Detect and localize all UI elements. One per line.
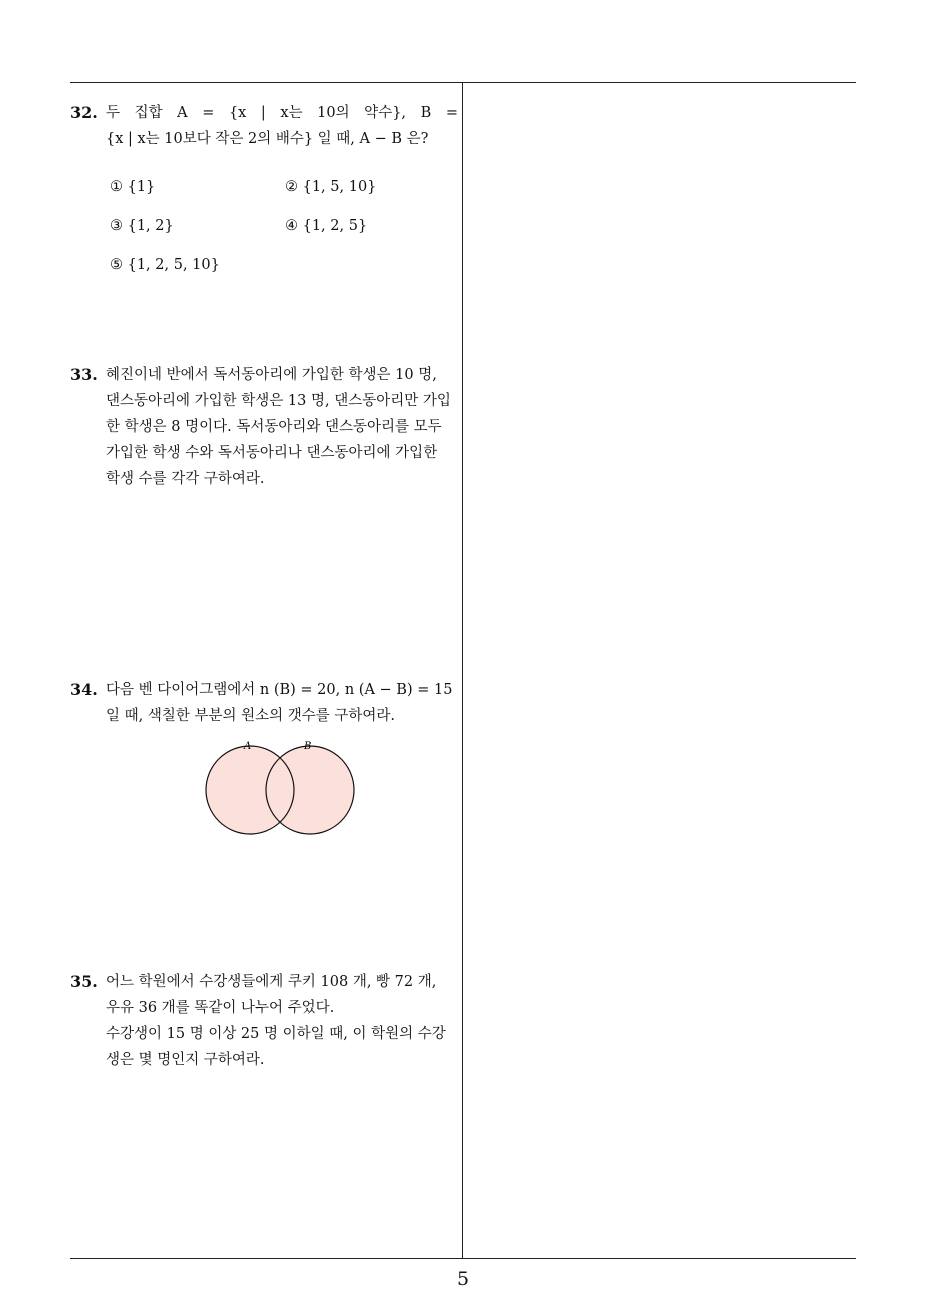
question-text-line: 다음 벤 다이어그램에서 n (B) = 20, n (A − B) = 15	[106, 682, 453, 698]
question-32	[70, 100, 458, 288]
question-text-line: 한 학생은 8 명이다. 독서동아리와 댄스동아리를 모두	[106, 419, 442, 435]
choice-1[interactable]: ① {1}	[110, 179, 156, 195]
question-text-line: {x | x는 10보다 작은 2의 배수} 일 때, A − B 은?	[106, 131, 429, 147]
bottom-rule	[70, 1258, 856, 1259]
question-text-line: 가입한 학생 수와 독서동아리나 댄스동아리에 가입한	[106, 445, 438, 461]
page-number: 5	[456, 1268, 470, 1290]
question-34	[70, 677, 458, 729]
question-text-line: 학생 수를 각각 구하여라.	[106, 471, 265, 487]
question-number: 34.	[70, 680, 98, 699]
column-divider	[462, 82, 463, 1258]
question-35	[70, 969, 458, 1073]
choice-4[interactable]: ④ {1, 2, 5}	[285, 218, 368, 234]
question-number: 35.	[70, 972, 98, 991]
set-a-label: A	[244, 741, 252, 752]
question-text-line: 어느 학원에서 수강생들에게 쿠키 108 개, 빵 72 개,	[106, 974, 437, 990]
choice-2[interactable]: ② {1, 5, 10}	[285, 179, 377, 195]
question-text-line: 두 집합 A = {x | x는 10의 약수}, B =	[106, 105, 458, 121]
question-33	[70, 362, 458, 492]
set-b-label: B	[304, 741, 312, 752]
choice-5[interactable]: ⑤ {1, 2, 5, 10}	[110, 257, 220, 273]
choice-3[interactable]: ③ {1, 2}	[110, 218, 174, 234]
venn-diagram	[200, 738, 360, 842]
question-text-line: 혜진이네 반에서 독서동아리에 가입한 학생은 10 명,	[106, 367, 437, 383]
answer-choices	[70, 174, 458, 288]
question-text-line: 댄스동아리에 가입한 학생은 13 명, 댄스동아리만 가입	[106, 393, 451, 409]
question-number: 32.	[70, 103, 98, 122]
question-text-line: 우유 36 개를 똑같이 나누어 주었다.	[106, 1000, 335, 1016]
question-text-line: 수강생이 15 명 이상 25 명 이하일 때, 이 학원의 수강	[106, 1026, 446, 1042]
question-text-line: 일 때, 색칠한 부분의 원소의 갯수를 구하여라.	[106, 708, 395, 724]
question-text-line: 생은 몇 명인지 구하여라.	[106, 1052, 265, 1068]
top-rule	[70, 82, 856, 83]
question-number: 33.	[70, 365, 98, 384]
